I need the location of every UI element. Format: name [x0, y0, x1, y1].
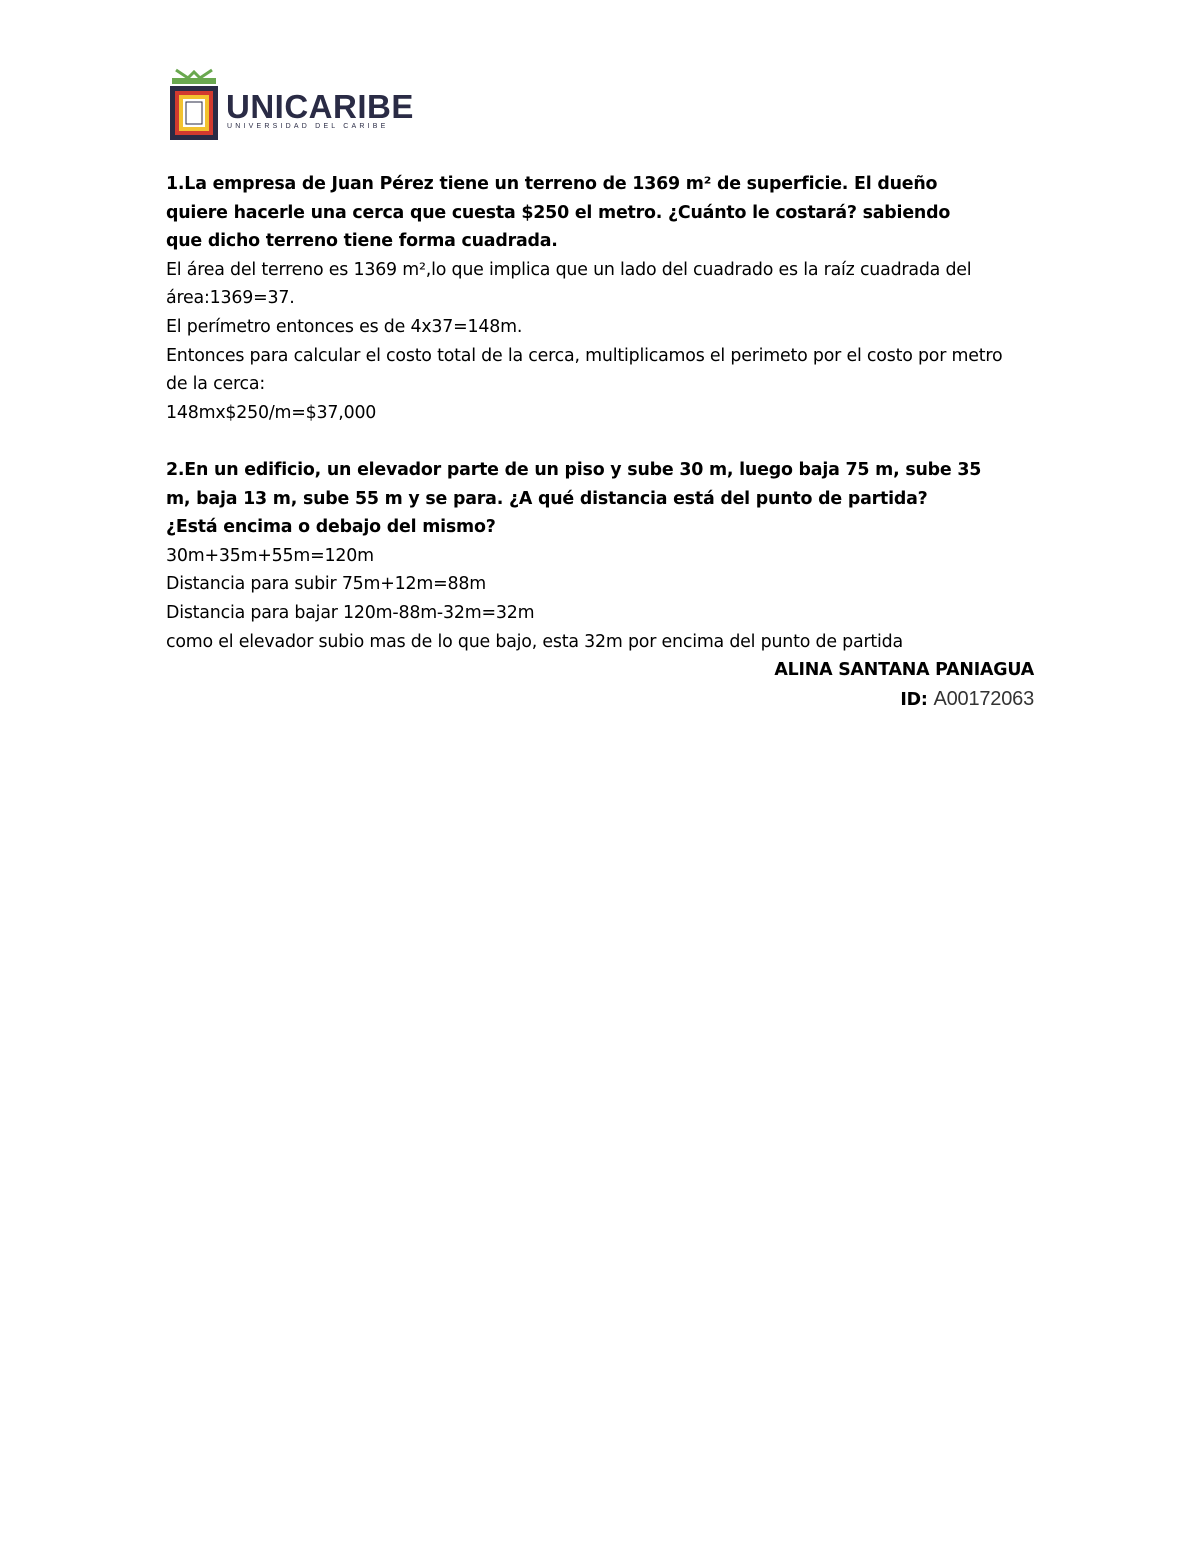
problem-2-question-line: m, baja 13 m, sube 55 m y se para. ¿A qué distancia está del punto de partida?: [166, 488, 928, 509]
problem-2-question-line: ¿Está encima o debajo del mismo?: [166, 517, 496, 538]
unicaribe-logo: [166, 66, 414, 144]
problem-2-answer-line: 30m+35m+55m=120m: [166, 545, 374, 566]
signature-block: [166, 656, 1046, 713]
problem-1-answer-line: área:1369=37.: [166, 288, 295, 309]
logo-wordmark: UNICARIBE: [226, 88, 414, 125]
problem-1-question-line: que dicho terreno tiene forma cuadrada.: [166, 231, 558, 252]
unicaribe-emblem-icon: [166, 66, 222, 144]
document-body: [166, 170, 1046, 713]
problem-1-answer-line: 148mx$250/m=$37,000: [166, 402, 377, 423]
problem-1-answer-line: de la cerca:: [166, 374, 265, 395]
logo-subtitle: UNIVERSIDAD DEL CARIBE: [227, 123, 389, 130]
problem-1-answer-line: El perímetro entonces es de 4x37=148m.: [166, 316, 523, 337]
student-id-label: ID:: [900, 689, 928, 710]
problem-1-question-line: 1.La empresa de Juan Pérez tiene un terreno de 1369 m² de superficie. El dueño: [166, 174, 938, 194]
problem-2-answer-line: Distancia para bajar 120m-88m-32m=32m: [166, 602, 535, 623]
student-id-value: A00172063: [933, 687, 1034, 710]
author-name: ALINA SANTANA PANIAGUA: [774, 660, 1034, 681]
problem-1-answer-line: Entonces para calcular el costo total de la cerca, multiplicamos el perimeto por el costo por metro: [166, 345, 1003, 366]
problem-2: [166, 456, 1046, 656]
paragraph-gap: [166, 427, 1046, 456]
problem-2-answer-line: Distancia para subir 75m+12m=88m: [166, 574, 486, 595]
student-id: [166, 685, 1034, 714]
problem-1-question-line: quiere hacerle una cerca que cuesta $250 el metro. ¿Cuánto le costará? sabiendo: [166, 202, 951, 223]
problem-2-question-line: 2.En un edificio, un elevador parte de un piso y sube 30 m, luego baja 75 m, sube 35: [166, 459, 982, 480]
problem-1-answer-line: El área del terreno es 1369 m²,lo que implica que un lado del cuadrado es la raíz cuadrada del: [166, 259, 972, 280]
problem-1: [166, 170, 1046, 427]
problem-2-answer-line: como el elevador subio mas de lo que bajo, esta 32m por encima del punto de partida: [166, 631, 903, 652]
